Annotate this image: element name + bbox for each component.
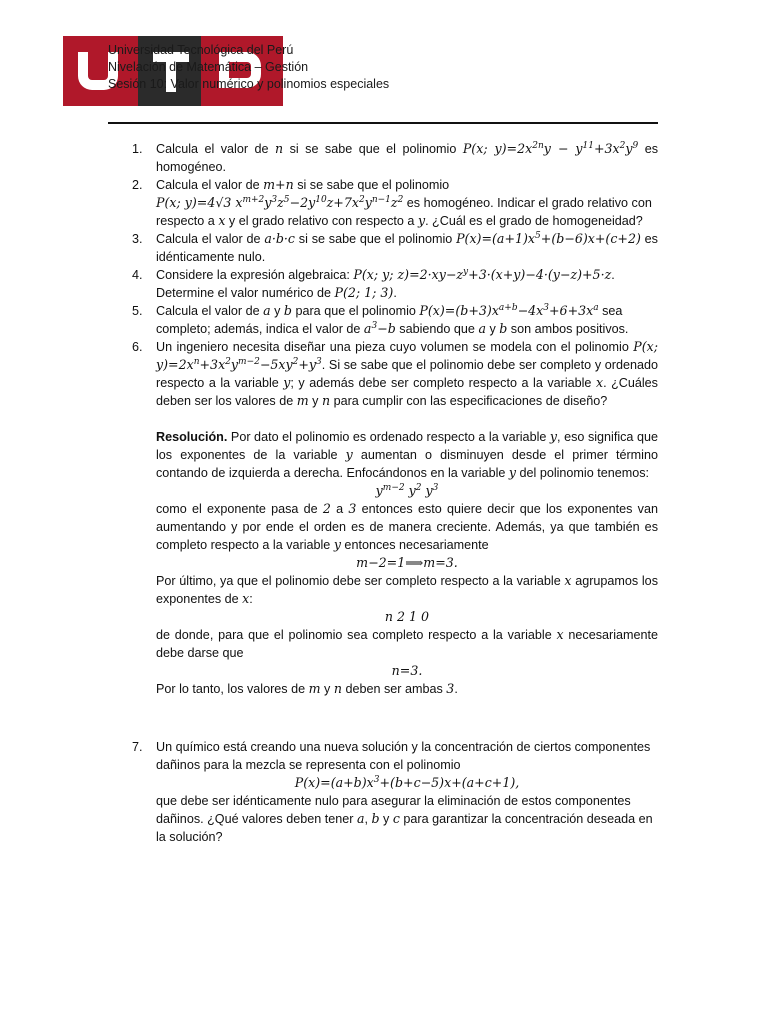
problem-number: 3. [132,232,143,246]
resolution [156,428,658,698]
text: necesariamente debe darse que [156,628,659,660]
text: y [379,812,393,826]
math-val: 2 [322,501,331,516]
math-var: a [356,811,365,826]
math-var: a [478,321,486,336]
problem-number: 6. [132,340,143,354]
text: . Si se sabe que el polinomio debe ser completo y ordenado respecto a la variable [156,358,658,390]
math-var: m [296,393,309,408]
math-var: b [371,811,380,826]
text: sabiendo que [395,322,479,336]
equation-1: $y^{m-2}$ $y^2$ $y^3$ [375,482,439,498]
text: del polinomio tenemos: [516,466,650,480]
document-header [108,42,389,93]
polynomial-expr: P(x; $y)=2x^{2n}y - y^{11}+3x^2y^9$ [462,140,639,156]
math-var: y [549,429,558,444]
text: Calcula el valor de [156,178,264,192]
text: . [454,682,458,696]
text: agrupamos los exponentes de [156,574,658,606]
problem-7 [108,738,658,846]
text: . Determine el valor numérico de [156,268,615,300]
problem-3 [108,230,658,266]
text: Un ingeniero necesita diseñar una pieza cuyo volumen se modela con el polinomio [156,340,634,354]
math-var: x [564,573,572,588]
math-var: y [345,447,353,462]
polynomial-expr: $P(x)=(a+b)x^3+(b+c-5)x+(a+c+1)$, [294,774,520,790]
math-val: 3 [348,501,357,516]
text: , eso significa que los exponentes de la variable [156,430,658,462]
polynomial-expr: $P(x)=(a+1)x^5+(b-6)x+(c+2)$ [456,230,641,246]
equation-2: m−2=1⟹m=3. [356,555,458,570]
text: son ambos positivos. [507,322,629,336]
math-eval: P(2; 1; 3) [334,285,394,300]
problem-4 [108,266,658,302]
text: y [308,394,322,408]
math-var: c [392,811,400,826]
text: aumentan o disminuyen desde el primer término contando de izquierda a derecha. Enfocándonos en la variable [156,448,658,480]
header-course: Nivelación de Matemática – Gestión [108,60,309,74]
text: si se sabe que el polinomio [293,178,450,192]
text: sea completo; además, indica el valor de [156,304,623,336]
problem-number: 2. [132,178,143,192]
problem-number: 1. [132,142,143,156]
text: que debe ser idénticamente nulo para asegurar la eliminación de estos componentes dañinos. ¿Qué valores deben tener [156,794,631,826]
document-body [108,140,658,846]
text: Calcula el valor de [156,142,275,156]
text: si se sabe que el polinomio [294,232,457,246]
problem-number: 7. [132,740,143,754]
text: Calcula el valor de [156,232,265,246]
header-rule [108,122,658,124]
text: de donde, para que el polinomio sea completo respecto a la variable [156,628,557,642]
text: es homogéneo. [156,142,658,174]
text: y [320,682,334,696]
problem-5 [108,302,658,338]
text: entonces necesariamente [340,538,489,552]
math-var: y [283,375,291,390]
problem-number: 5. [132,304,143,318]
math-var: x [595,375,604,390]
math-var: x [556,627,564,642]
polynomial-expr: P(x; y)=4√3 $x^{m+2}y^3z^5-2y^{10}z+7x^2y^{n-1}z^2$ [156,194,404,210]
problem-2 [108,176,658,230]
text: . ¿Cuál es el grado de homogeneidad? [425,214,643,228]
math-var: y [333,537,341,552]
math-var: b [283,303,292,318]
text: para que el polinomio [291,304,420,318]
resolution-label: Resolución. [156,430,228,444]
math-var: y [508,465,517,480]
text: es homogéneo. Indicar el grado relativo con respecto a [156,196,652,228]
spacer [108,698,658,738]
text: Por lo tanto, los valores de [156,682,309,696]
text: . ¿Cuáles deben ser los valores de [156,376,658,408]
math-val: $a^3-b$ [363,320,396,336]
text: es idénticamente nulo. [156,232,658,264]
polynomial-expr: P(x; y; $z)=2\cdot xy-z^y+3\cdot(x+y)-4\cdot(y-z)+5\cdot z$ [353,266,612,282]
math-var: b [499,321,508,336]
text: ; y además debe ser completo respecto a la variable [290,376,596,390]
math-var: y [417,213,426,228]
math-var: a·b·c [264,231,295,246]
math-val: 3 [446,681,455,696]
text: para cumplir con las especificaciones de diseño? [330,394,608,408]
math-var: m [308,681,321,696]
polynomial-expr: P(x; $y)=2x^n+3x^2y^{m-2}-5xy^2+y^3$ [156,339,658,372]
math-var: n [333,681,342,696]
text: , [364,812,372,826]
polynomial-expr: $P(x)=(b+3)x^{a+b}-4x^3+6+3x^a$ [419,302,599,318]
header-university: Universidad Tecnológica del Perú [108,43,294,57]
text: Por dato el polinomio es ordenado respecto a la variable [227,430,550,444]
math-var: x [218,213,226,228]
text: : [249,592,253,606]
text: entonces esto quiere decir que los exponentes van aumentando y por ende el orden es de manera creciente. Además, ya que también es completo respecto a la variable [156,502,658,552]
problem-6 [108,338,658,698]
problem-number: 4. [132,268,143,282]
text: a [330,502,349,516]
text: y el grado relativo con respecto a [225,214,418,228]
text: si se sabe que el polinomio [283,142,463,156]
equation-3: n 2 1 0 [384,609,430,624]
text: Considere la expresión algebraica: [156,268,354,282]
header-session: Sesión 10: Valor numérico y polinomios especiales [108,77,390,91]
problem-1 [108,140,658,176]
text: y [485,322,500,336]
math-var: x [242,591,250,606]
text: como el exponente pasa de [156,502,323,516]
math-var: m+n [263,177,294,192]
math-var: n [321,393,331,408]
text: Por último, ya que el polinomio debe ser completo respecto a la variable [156,574,565,588]
text: . [393,286,397,300]
math-var: n [274,141,284,156]
equation-4: n=3. [391,663,423,678]
text: para garantizar la concentración deseada en la solución? [156,812,653,844]
text: Calcula el valor de [156,304,264,318]
text: y [270,304,284,318]
text: deben ser ambas [341,682,447,696]
text: Un químico está creando una nueva solución y la concentración de ciertos componentes dañinos para la mezcla se representa con el polinomio [156,740,651,772]
math-var: a [263,303,271,318]
